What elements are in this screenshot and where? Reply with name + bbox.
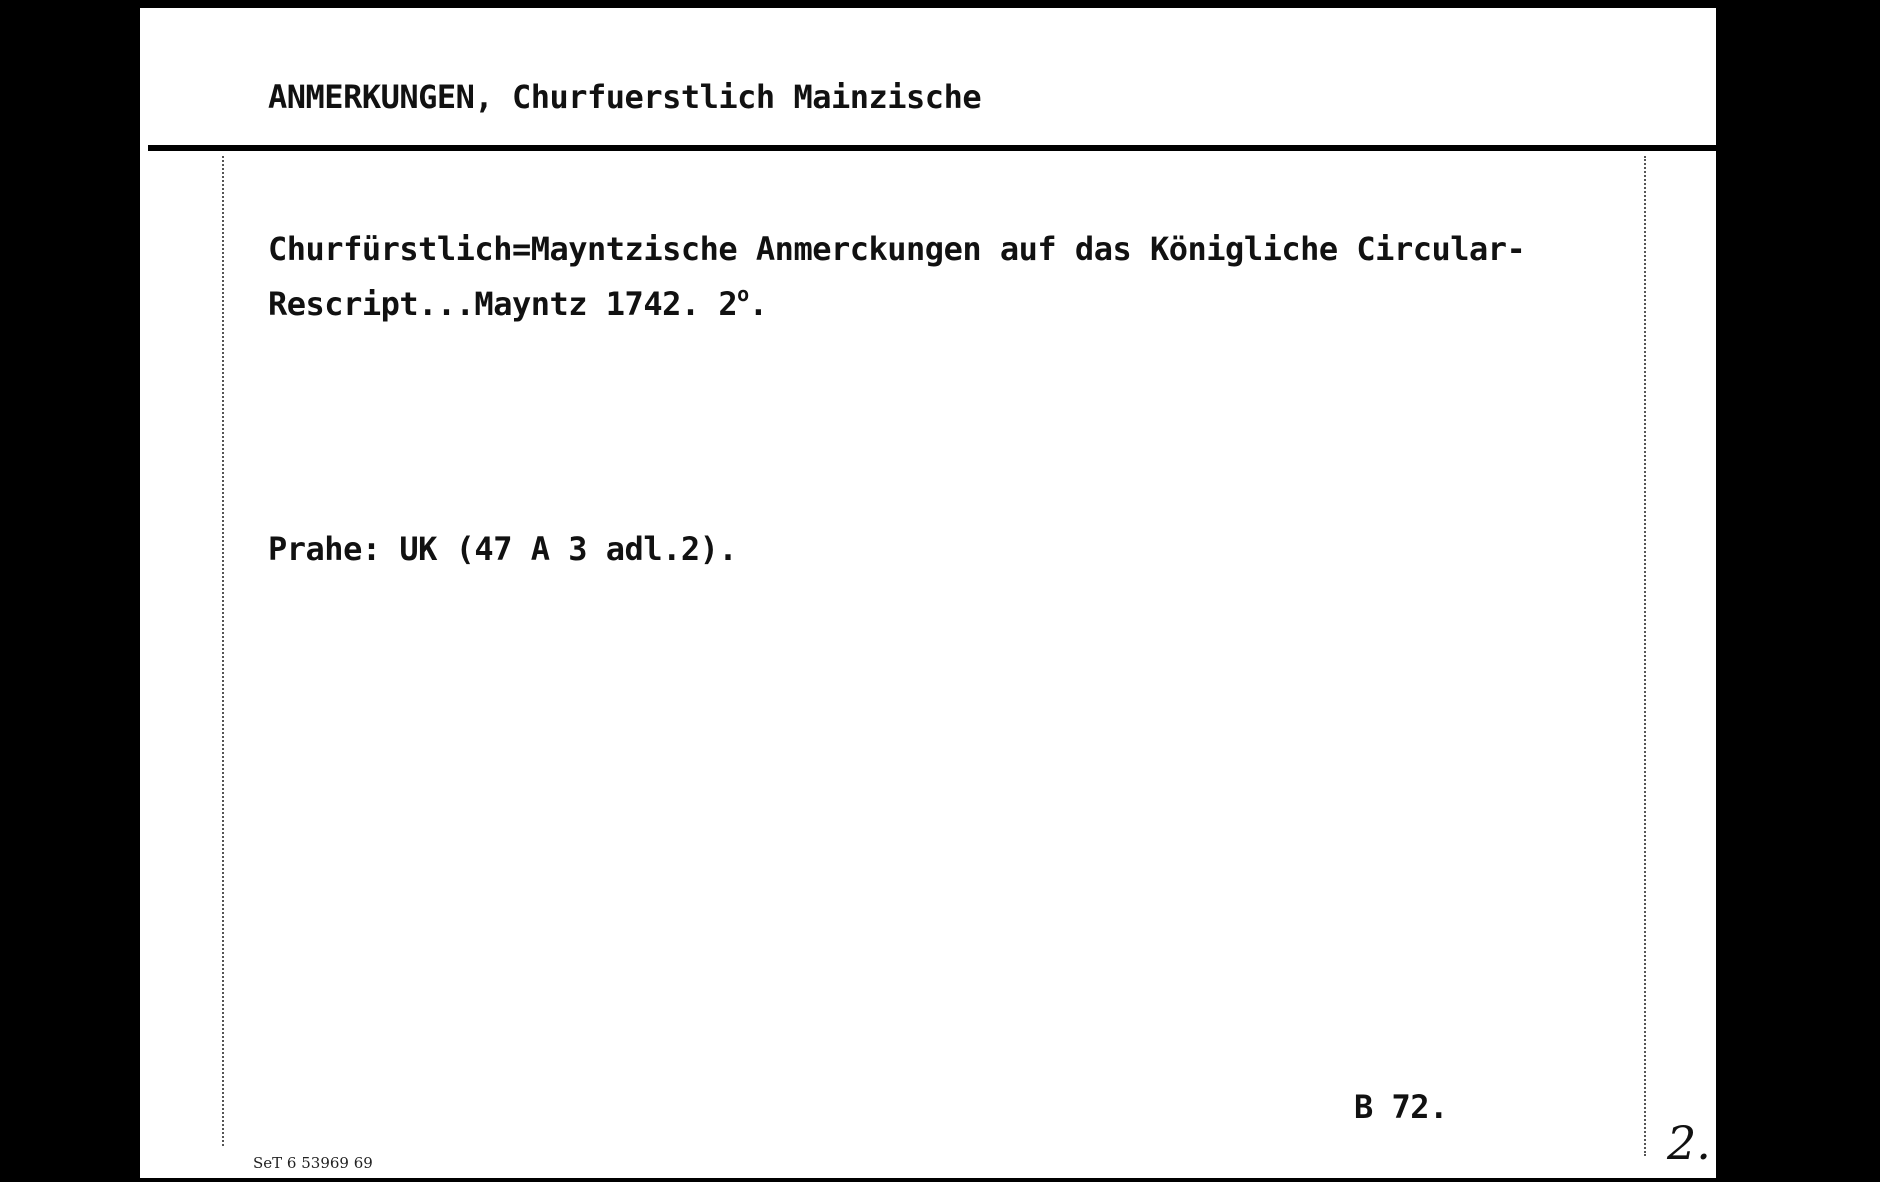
shelfmark: B 72. bbox=[1354, 1088, 1448, 1126]
card-print-code: SeT 6 53969 69 bbox=[253, 1154, 373, 1172]
format-degree-mark: o bbox=[737, 282, 749, 306]
entry-title-line-1: Churfürstlich=Mayntzische Anmerckungen auf das Königliche Circular- bbox=[268, 230, 1526, 268]
entry-imprint-text: Rescript...Mayntz 1742. 2 bbox=[268, 285, 738, 323]
holding-location: Prahe: UK (47 A 3 adl.2). bbox=[268, 530, 738, 568]
header-rule bbox=[148, 145, 1716, 151]
left-margin-line bbox=[222, 156, 224, 1146]
card-heading: ANMERKUNGEN, Churfuerstlich Mainzische bbox=[268, 78, 982, 116]
catalog-card bbox=[140, 8, 1716, 1178]
handwritten-mark: 2. bbox=[1667, 1116, 1711, 1170]
entry-imprint-end: . bbox=[748, 285, 768, 323]
right-margin-line bbox=[1644, 156, 1646, 1156]
entry-title-line-2 bbox=[268, 282, 767, 323]
